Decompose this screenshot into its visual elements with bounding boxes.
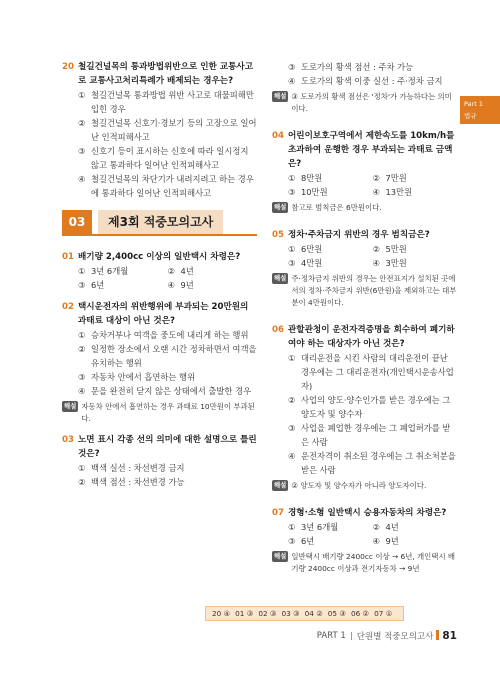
option: ② 5만원 <box>372 244 407 254</box>
explanation-badge: 해설 <box>274 203 287 211</box>
question-03 <box>62 433 257 489</box>
footer-title: 단원별 적중모의고사 <box>356 632 434 642</box>
option: ④ 13만원 <box>372 187 413 197</box>
option: ④ 철길건널목의 차단기가 내려지려고 하는 경우에 통과하다 일어난 인적피해사고 <box>78 174 254 198</box>
option: ② 백색 점선 : 차선변경 가능 <box>78 477 185 487</box>
question-number: 05 <box>272 230 284 240</box>
question-number: 03 <box>62 435 74 445</box>
section-number: 03 <box>62 210 92 234</box>
question-05 <box>272 228 457 309</box>
part-tab-line2: 법규 <box>464 112 477 120</box>
option: ④ 문을 완전히 닫지 않은 상태에서 출발한 경우 <box>78 386 252 396</box>
option: ② 일정한 장소에서 오랜 시간 정차하면서 여객을 유치하는 행위 <box>78 344 257 368</box>
question-04 <box>272 129 457 214</box>
page-footer <box>317 630 457 642</box>
answer-item: 01 ③ <box>235 609 254 618</box>
answer-key-bar <box>205 606 404 621</box>
option: ① 백색 실선 : 차선변경 금지 <box>78 463 185 473</box>
question-number: 20 <box>62 62 74 72</box>
option: ② 7만원 <box>372 173 407 183</box>
page-marker <box>436 630 439 640</box>
question-text: 관할관청이 운전자격증명을 회수하여 폐기하여야 하는 대상자가 아닌 것은? <box>288 325 455 349</box>
question-text: 철길건널목의 통과방법위반으로 인한 교통사고로 교통사고처리특례가 배제되는 경우는? <box>78 62 254 86</box>
question-01 <box>62 250 257 292</box>
explanation: 해설 ② 양도자 및 양수자가 아니라 양도자이다. <box>274 481 427 490</box>
explanation: 해설 일반택시 배기량 2400cc 이상 → 6년, 개인택시 배기량 2400cc 이상과 전기자동차 → 9년 <box>274 552 456 573</box>
answer-item: 07 ① <box>374 609 393 618</box>
question-20 <box>62 60 257 200</box>
option: ④ 도로가의 황색 이중 실선 : 주·정차 금지 <box>288 76 443 86</box>
option: ① 8만원 <box>288 173 323 183</box>
answer-item: 05 ③ <box>327 609 346 618</box>
question-text: 어린이보호구역에서 제한속도를 10km/h를 초과하여 운행한 경우 부과되는 과태료 금액은? <box>288 131 455 169</box>
question-number: 06 <box>272 325 284 335</box>
option: ④ 9년 <box>167 280 194 290</box>
explanation-badge: 해설 <box>274 552 287 560</box>
question-06 <box>272 323 457 492</box>
option: ② 4년 <box>167 266 194 276</box>
option: ③ 6년 <box>78 280 105 290</box>
explanation-badge: 해설 <box>64 402 77 410</box>
option: ③ 도로가의 황색 점선 : 주차 가능 <box>288 62 414 72</box>
question-text: 배기량 2,400cc 이상의 일반택시 차령은? <box>78 252 241 262</box>
part-tab <box>460 96 500 124</box>
option: ② 사업의 양도·양수인가를 받은 경우에는 그 양도자 및 양수자 <box>288 395 451 419</box>
answer-item: 03 ③ <box>281 609 300 618</box>
option: ④ 운전자격이 취소된 경우에는 그 취소처분을 받은 사람 <box>288 451 456 475</box>
option: ① 철길건널목 통과방법 위반 사고로 대물피해만 입힌 경우 <box>78 90 254 114</box>
answer-item: 06 ② <box>350 609 370 618</box>
question-text: 정차·주차금지 위반의 경우 범칙금은? <box>288 230 430 240</box>
option: ④ 9년 <box>372 536 399 546</box>
option: ① 3년 6개월 <box>78 266 129 276</box>
section-banner <box>62 210 257 236</box>
option: ① 승차거부나 여객을 중도에 내리게 하는 행위 <box>78 330 249 340</box>
option: ③ 사업을 폐업한 경우에는 그 폐업허가를 받은 사람 <box>288 423 451 447</box>
option: ③ 6년 <box>288 536 315 546</box>
explanation: 해설 ③ 도로가의 황색 점선은 '정차'가 가능하다는 의미이다. <box>274 92 452 113</box>
option: ① 대리운전을 시킨 사람의 대리운전이 끝난 경우에는 그 대리운전자(개인택시운송사업자) <box>288 353 454 391</box>
explanation: 해설 주·정차금지 위반의 경우는 안전표지가 설치된 곳에서의 정차·주차금지 위반(6만원)을 제외하고는 대부분이 4만원이다. <box>274 274 457 307</box>
option: ③ 4만원 <box>288 258 323 268</box>
question-number: 07 <box>272 508 284 518</box>
option: ③ 자동차 안에서 흡연하는 행위 <box>78 372 196 382</box>
explanation-badge: 해설 <box>274 481 287 489</box>
footer-divider <box>351 632 352 640</box>
option: ④ 3만원 <box>372 258 407 268</box>
question-text: 경형·소형 일반택시 승용자동차의 차령은? <box>288 508 447 518</box>
page-number: 81 <box>442 630 457 642</box>
right-column <box>272 60 457 583</box>
answer-item: 04 ② <box>304 609 323 618</box>
option: ③ 10만원 <box>288 187 328 197</box>
explanation-badge: 해설 <box>274 92 287 100</box>
question-number: 02 <box>62 302 74 312</box>
question-number: 04 <box>272 131 284 141</box>
question-07 <box>272 506 457 575</box>
answer-item: 02 ③ <box>258 609 277 618</box>
question-text: 택시운전자의 위반행위에 부과되는 20만원의 과태료 대상이 아닌 것은? <box>78 302 249 326</box>
answer-item: 20 ④ <box>212 609 231 618</box>
option: ② 철길건널목 신호기·경보기 등의 고장으로 일어난 인적피해사고 <box>78 118 257 142</box>
question-number: 01 <box>62 252 74 262</box>
left-column <box>62 60 257 497</box>
option: ① 3년 6개월 <box>288 522 339 532</box>
section-title: 제3회 적중모의고사 <box>98 210 223 234</box>
footer-part: PART 1 <box>316 631 346 641</box>
question-text: 노면 표시 각종 선의 의미에 대한 설명으로 틀린 것은? <box>78 435 257 459</box>
explanation: 해설 자동차 안에서 흡연하는 경우 과태료 10만원이 부과된다. <box>64 402 255 423</box>
question-02 <box>62 300 257 425</box>
option: ② 4년 <box>372 522 399 532</box>
explanation: 해설 참고로 범칙금은 6만원이다. <box>274 203 382 212</box>
option: ③ 신호기 등이 표시하는 신호에 따라 일시정지 않고 통과하다 일어난 인적피해사고 <box>78 146 249 170</box>
option: ① 6만원 <box>288 244 323 254</box>
question-03-continued <box>272 60 457 115</box>
part-tab-line1: Part 1 <box>464 100 484 108</box>
explanation-badge: 해설 <box>274 274 287 282</box>
